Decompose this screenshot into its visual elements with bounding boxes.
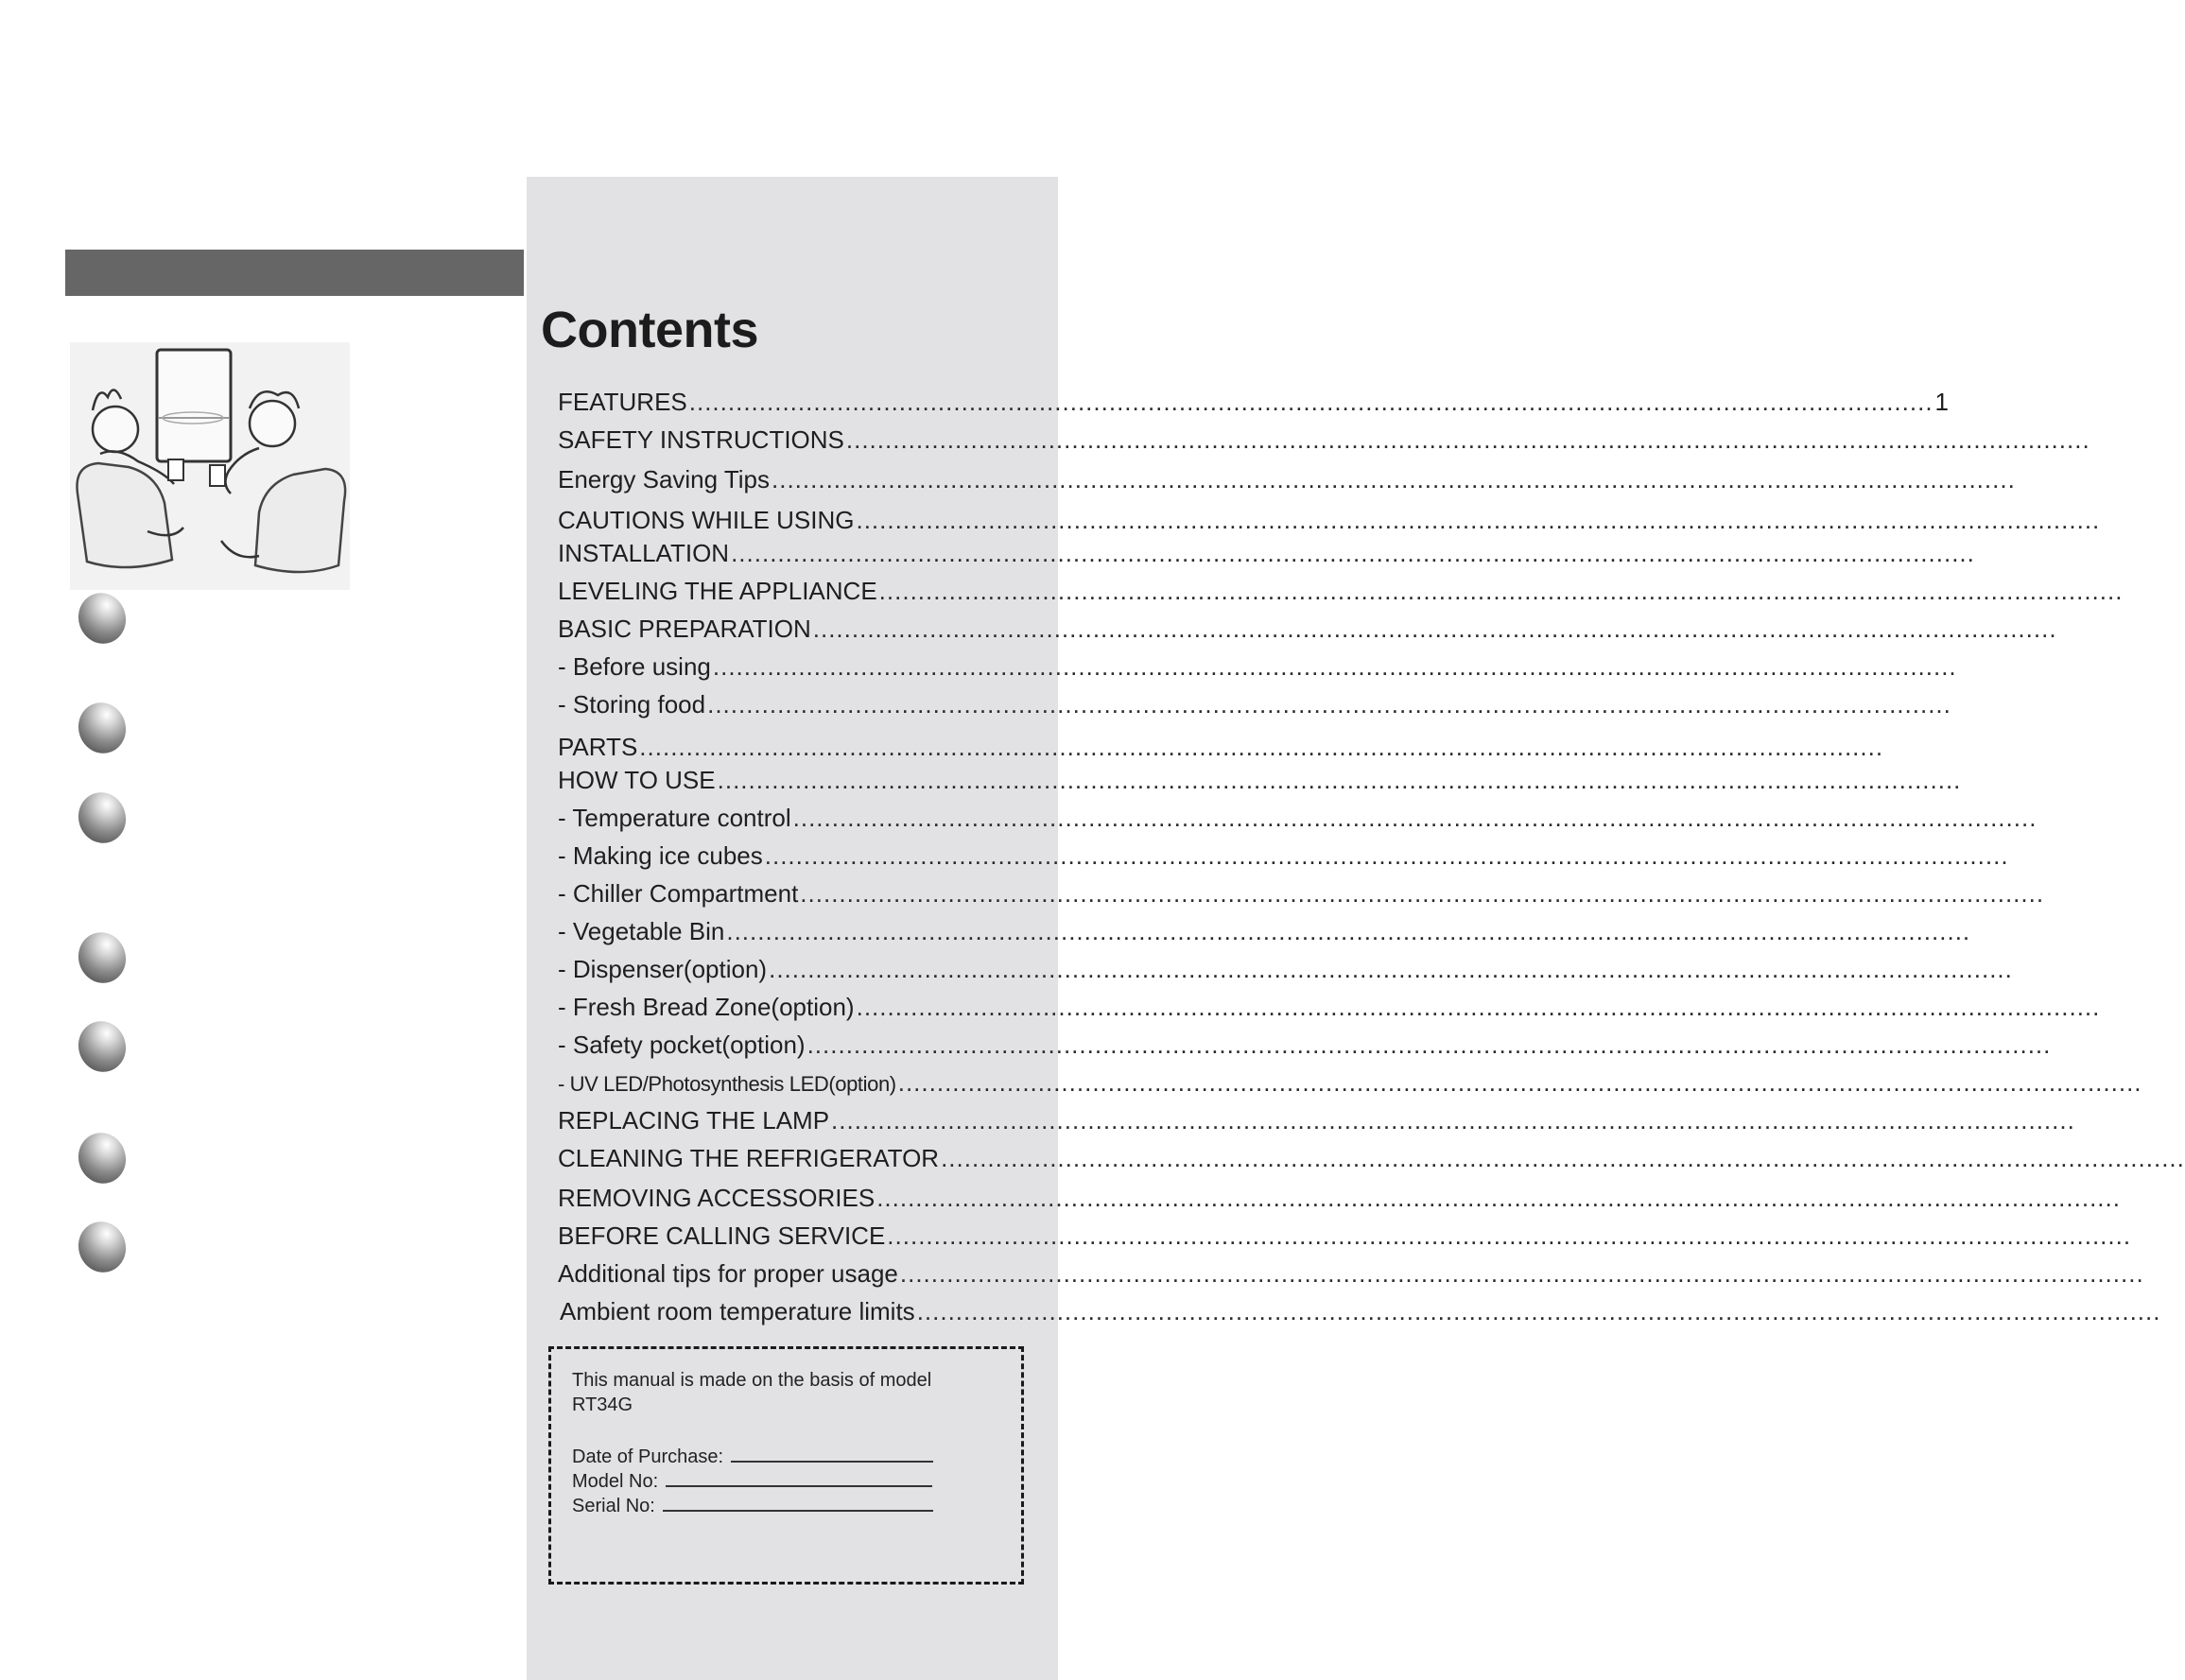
toc-leader-dots: ................................................................................................................................................................ <box>941 1144 2185 1172</box>
model-basis-text <box>572 1370 931 1392</box>
toc-item-page: 1 <box>1934 388 1950 416</box>
date-of-purchase-label: Date of Purchase: <box>572 1446 724 1467</box>
serial-no-field[interactable] <box>572 1493 933 1517</box>
toc-leader-dots: ................................................................................................................................................................ <box>916 1297 2161 1325</box>
family-refrigerator-illustration <box>70 342 350 590</box>
toc-item[interactable] <box>558 955 2013 984</box>
toc-item-label: HOW TO USE <box>558 766 716 794</box>
toc-item-label: FEATURES <box>558 388 687 416</box>
bullet-icon <box>72 927 132 990</box>
toc-item[interactable] <box>558 1184 2121 1213</box>
bullet-icon <box>72 1127 132 1190</box>
toc-leader-dots: ................................................................................................................................................................ <box>806 1031 2052 1059</box>
bullet-icon <box>72 1216 132 1279</box>
toc-leader-dots: ................................................................................................................................................................ <box>717 766 1962 794</box>
model-no-field[interactable] <box>572 1468 932 1493</box>
toc-leader-dots: ................................................................................................................................................................ <box>731 539 1975 567</box>
toc-item[interactable] <box>558 733 1884 762</box>
model-name-value: RT34G <box>572 1394 633 1415</box>
toc-item-label: - Temperature control <box>558 804 791 832</box>
toc-item-label: - Before using <box>558 652 711 681</box>
toc-item-label: SAFETY INSTRUCTIONS <box>558 425 844 454</box>
toc-leader-dots: ................................................................................................................................................................ <box>800 879 2045 908</box>
model-basis-label: This manual is made on the basis of model <box>572 1370 932 1391</box>
toc-leader-dots: ................................................................................................................................................................ <box>688 388 1934 416</box>
toc-item-label: Additional tips for proper usage <box>558 1259 898 1288</box>
toc-item[interactable] <box>558 1144 2185 1173</box>
toc-item-label: BASIC PREPARATION <box>558 615 811 643</box>
toc-leader-dots: ................................................................................................................................................................ <box>764 841 2009 870</box>
toc-item[interactable] <box>558 1106 2075 1135</box>
header-bar <box>65 250 524 296</box>
model-no-label: Model No: <box>572 1471 659 1492</box>
toc-item[interactable] <box>558 539 1975 568</box>
toc-leader-dots: ................................................................................................................................................................ <box>887 1221 2132 1250</box>
toc-leader-dots: ................................................................................................................................................................ <box>897 1068 2142 1097</box>
toc-item-label: Energy Saving Tips <box>558 465 771 494</box>
toc-item[interactable] <box>560 1297 2161 1326</box>
toc-item[interactable] <box>558 690 1951 719</box>
toc-leader-dots: ................................................................................................................................................................ <box>831 1106 2075 1134</box>
toc-item-label: INSTALLATION <box>558 539 730 567</box>
model-no-blank[interactable] <box>666 1468 932 1487</box>
bullet-icon <box>72 787 132 850</box>
date-of-purchase-blank[interactable] <box>731 1444 933 1463</box>
toc-item-label: LEVELING THE APPLIANCE <box>558 577 877 605</box>
toc-leader-dots: ................................................................................................................................................................ <box>856 993 2101 1021</box>
toc-item[interactable] <box>558 804 2038 833</box>
toc-item[interactable] <box>558 615 2057 644</box>
toc-item[interactable] <box>558 506 2101 535</box>
toc-leader-dots: ................................................................................................................................................................ <box>726 917 1971 945</box>
toc-leader-dots: ................................................................................................................................................................ <box>812 615 2057 643</box>
toc-item[interactable] <box>558 1031 2052 1060</box>
toc-leader-dots: ................................................................................................................................................................ <box>772 465 2016 494</box>
toc-item-label: - Dispenser(option) <box>558 955 768 983</box>
toc-item[interactable] <box>558 1221 2132 1251</box>
toc-item[interactable] <box>558 993 2101 1022</box>
toc-item-label: - Safety pocket(option) <box>558 1031 806 1059</box>
toc-item-label: - Chiller Compartment <box>558 879 799 908</box>
toc-item-label: CLEANING THE REFRIGERATOR <box>558 1144 940 1172</box>
toc-item-label: Ambient room temperature limits <box>560 1297 915 1325</box>
toc-leader-dots: ................................................................................................................................................................ <box>878 577 2124 605</box>
purchase-info-box <box>548 1346 1024 1585</box>
toc-item-label: - Fresh Bread Zone(option) <box>558 993 855 1021</box>
serial-no-label: Serial No: <box>572 1496 655 1516</box>
toc-item-label: PARTS <box>558 733 638 761</box>
toc-item[interactable] <box>558 1068 2142 1098</box>
toc-item-label: REPLACING THE LAMP <box>558 1106 830 1134</box>
toc-leader-dots: ................................................................................................................................................................ <box>792 804 2038 832</box>
toc-item[interactable] <box>558 917 1971 946</box>
toc-item-label: - Vegetable Bin <box>558 917 725 945</box>
toc-item[interactable] <box>558 388 1950 417</box>
toc-item[interactable] <box>558 766 1962 795</box>
bullet-icon <box>72 587 132 650</box>
toc-item-label: CAUTIONS WHILE USING <box>558 506 855 534</box>
toc-item[interactable] <box>558 841 2009 871</box>
toc-item-label: - UV LED/Photosynthesis LED(option) <box>558 1072 896 1096</box>
bullet-icon <box>72 1015 132 1079</box>
serial-no-blank[interactable] <box>663 1493 933 1512</box>
date-of-purchase-field[interactable] <box>572 1444 933 1468</box>
toc-item-label: - Making ice cubes <box>558 841 763 870</box>
toc-item[interactable] <box>558 652 1957 682</box>
toc-leader-dots: ................................................................................................................................................................ <box>639 733 1884 761</box>
toc-leader-dots: ................................................................................................................................................................ <box>769 955 2013 983</box>
toc-leader-dots: ................................................................................................................................................................ <box>856 506 2101 534</box>
contents-title: Contents <box>541 302 758 358</box>
toc-item[interactable] <box>558 465 2016 494</box>
toc-leader-dots: ................................................................................................................................................................ <box>899 1259 2144 1288</box>
toc-leader-dots: ................................................................................................................................................................ <box>876 1184 2121 1212</box>
toc-leader-dots: ................................................................................................................................................................ <box>712 652 1957 681</box>
toc-item[interactable] <box>558 425 2090 455</box>
bullet-icon <box>72 697 132 760</box>
toc-item[interactable] <box>558 879 2045 909</box>
toc-item-label: BEFORE CALLING SERVICE <box>558 1221 886 1250</box>
model-name <box>572 1394 633 1416</box>
toc-item[interactable] <box>558 577 2124 606</box>
toc-leader-dots: ................................................................................................................................................................ <box>707 690 1951 719</box>
toc-leader-dots: ................................................................................................................................................................ <box>845 425 2090 454</box>
toc-item-label: REMOVING ACCESSORIES <box>558 1184 876 1212</box>
toc-item-label: - Storing food <box>558 690 706 719</box>
toc-item[interactable] <box>558 1259 2144 1289</box>
